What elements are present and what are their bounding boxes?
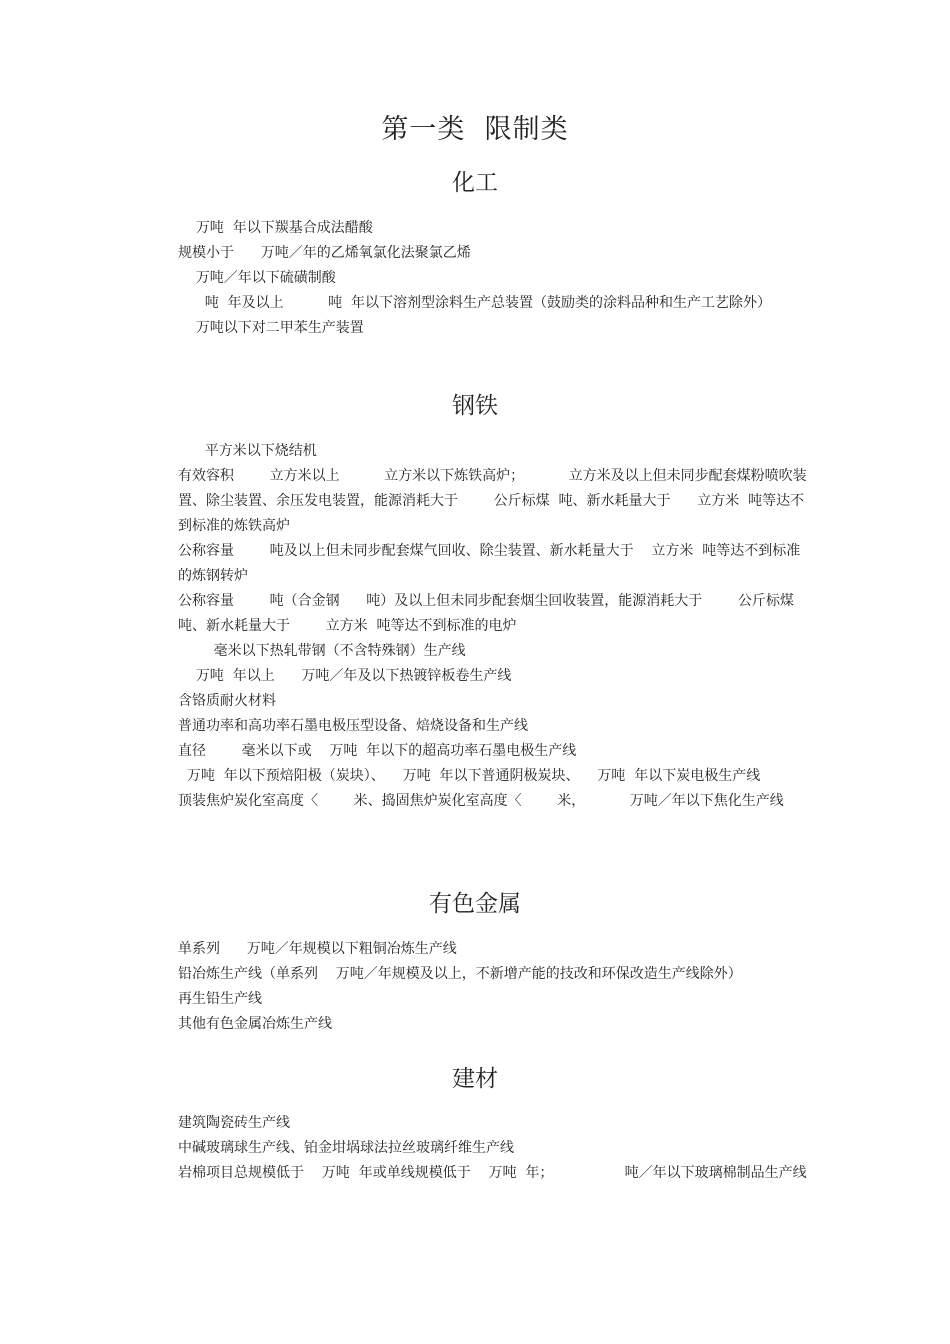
list-item: 再生铅生产线 (178, 991, 262, 1007)
section-list-chemical (178, 216, 814, 341)
list-item: 直径 毫米以下或 万吨 年以下的超高功率石墨电极生产线 (178, 743, 577, 759)
list-item: 毫米以下热轧带钢（不含特殊钢）生产线 (178, 643, 466, 659)
section-heading-nonferrous: 有色金属 (429, 891, 521, 917)
list-item: 中碱玻璃球生产线、铂金坩埚球法拉丝玻璃纤维生产线 (178, 1140, 514, 1156)
section-heading-chemical: 化工 (452, 170, 498, 196)
list-item: 平方米以下烧结机 (178, 443, 317, 459)
section-heading-building-materials: 建材 (452, 1066, 498, 1092)
section-list-nonferrous (178, 937, 814, 1037)
list-item: 万吨／年以下硫磺制酸 (178, 270, 336, 286)
list-item: 有效容积 立方米以上 立方米以下炼铁高炉； 立方米及以上但未同步配套煤粉喷吹装置、除尘装置、余压发电装置，能源消耗大于 公斤标煤 吨、新水耗量大于 立方米 吨等达不到标准的炼铁高炉 (178, 468, 807, 534)
list-item: 单系列 万吨／年规模以下粗铜冶炼生产线 (178, 941, 457, 957)
list-item: 含铬质耐火材料 (178, 693, 276, 709)
section-list-steel (178, 439, 814, 814)
list-item: 万吨 年以上 万吨／年及以下热镀锌板卷生产线 (178, 668, 512, 684)
list-item: 顶装焦炉炭化室高度〈 米、捣固焦炉炭化室高度〈 米， 万吨／年以下焦化生产线 (178, 793, 784, 809)
list-item: 万吨 年以下预焙阳极（炭块）、 万吨 年以下普通阴极炭块、 万吨 年以下炭电极生产线 (178, 768, 761, 784)
list-item: 公称容量 吨（合金钢 吨）及以上但未同步配套烟尘回收装置，能源消耗大于 公斤标煤 吨、新水耗量大于 立方米 吨等达不到标准的电炉 (178, 593, 803, 634)
list-item: 其他有色金属冶炼生产线 (178, 1016, 332, 1032)
list-item: 万吨以下对二甲苯生产装置 (178, 320, 364, 336)
list-item: 铅冶炼生产线（单系列 万吨／年规模及以上，不新增产能的技改和环保改造生产线除外） (178, 966, 742, 982)
list-item: 万吨 年以下羰基合成法醋酸 (178, 220, 373, 236)
list-item: 吨 年及以上 吨 年以下溶剂型涂料生产总装置（鼓励类的涂料品种和生产工艺除外） (178, 295, 772, 311)
list-item: 建筑陶瓷砖生产线 (178, 1115, 290, 1131)
list-item: 规模小于 万吨／年的乙烯氧氯化法聚氯乙烯 (178, 245, 471, 261)
section-heading-steel: 钢铁 (452, 393, 498, 419)
document-title: 第一类 限制类 (381, 114, 569, 145)
section-list-building-materials (178, 1111, 814, 1186)
list-item: 岩棉项目总规模低于 万吨 年或单线规模低于 万吨 年； 吨／年以下玻璃棉制品生产线 (178, 1165, 807, 1181)
list-item: 普通功率和高功率石墨电极压型设备、焙烧设备和生产线 (178, 718, 528, 734)
list-item: 公称容量 吨及以上但未同步配套煤气回收、除尘装置、新水耗量大于 立方米 吨等达不到标准的炼钢转炉 (178, 543, 801, 584)
